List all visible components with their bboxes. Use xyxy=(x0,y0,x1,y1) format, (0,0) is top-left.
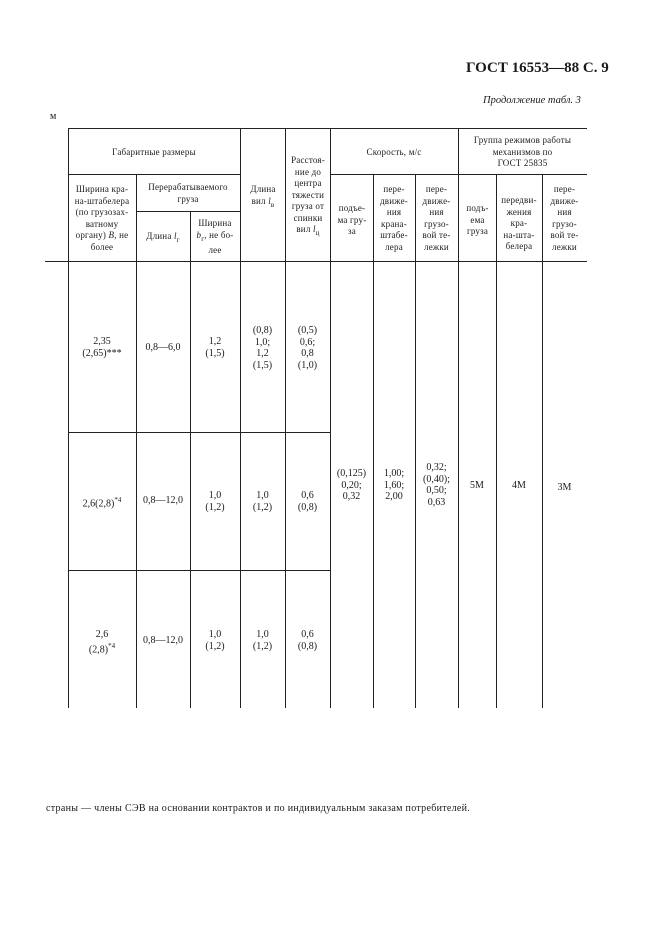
row1-cargo-length: 0,8—6,0 xyxy=(145,342,181,353)
row1-fork-length: (0,8) 1,0; 1,2 (1,5) xyxy=(252,325,273,371)
mode-lift-value: 5М xyxy=(470,480,484,491)
header-processed-cargo: Перерабатываемого груза xyxy=(148,182,228,204)
header-mode-trolley: пере- движе- ния грузо- вой те- лежки xyxy=(550,184,579,252)
header-speed-lift: подъе- ма гру- за xyxy=(337,203,367,236)
row3-width: 2,6 $(2,8)^{*4}$ xyxy=(88,629,116,655)
header-overall-dims: Габаритные размеры xyxy=(112,147,196,157)
speed-crane-values: 1,00; 1,60; 2,00 xyxy=(383,468,405,502)
row3-distance: 0,6 (0,8) xyxy=(297,629,318,652)
header-width-crane: Ширина кра- на-штабелера (по грузозах- ватному органу) B, не более xyxy=(74,184,130,252)
row1-distance: (0,5) 0,6; 0,8 (1,0) xyxy=(297,325,318,371)
header-cargo-width: Ширина $b_г$, не бо- лее xyxy=(196,218,234,255)
row3-cargo-length: 0,8—12,0 xyxy=(143,635,183,646)
header-mode-lift: подъ- ема груза xyxy=(466,203,489,236)
mode-trolley-value: 3М xyxy=(557,482,572,493)
header-speed-crane: пере- движе- ния крана- штабе- лера xyxy=(380,184,408,252)
row2-distance: 0,6 (0,8) xyxy=(297,490,318,513)
header-cargo-length: Длина $l_г$ xyxy=(146,231,180,244)
header-distance: Расстоя- ние до центра тяжести груза от спинки вил $l_ц$ xyxy=(291,155,325,237)
row2-width: $2,6(2,8)^{*4}$ xyxy=(82,496,122,510)
row2-fork-length: 1,0 (1,2) xyxy=(252,490,273,513)
header-speed-trolley: пере- движе- ния грузо- вой те- лежки xyxy=(422,184,451,252)
speed-trolley-values: 0,32; (0,40); 0,50; 0,63 xyxy=(423,462,450,508)
row2-cargo-width: 1,0 (1,2) xyxy=(205,490,225,513)
row1-cargo-width: 1,2 (1,5) xyxy=(205,336,225,359)
speed-lift-values: (0,125) 0,20; 0,32 xyxy=(336,468,367,502)
header-mode-group: Группа режимов работы механизмов по ГОСТ 25835 xyxy=(473,135,572,168)
row2-cargo-length: 0,8—12,0 xyxy=(143,495,183,506)
page-title: ГОСТ 16553—88 С. 9 xyxy=(466,60,609,76)
mode-crane-value: 4М xyxy=(512,480,526,491)
row3-fork-length: 1,0 (1,2) xyxy=(252,629,273,652)
header-fork-length: Длина вил $l_в$ xyxy=(250,184,276,209)
header-speed: Скорость, м/с xyxy=(366,147,422,157)
header-mode-crane: передви- жения кра- на-шта- белера xyxy=(501,195,537,251)
table-continuation-label: Продолжение табл. 3 xyxy=(483,95,581,106)
row3-cargo-width: 1,0 (1,2) xyxy=(205,629,225,652)
footnote-text: страны — члены СЭВ на основании контрактов и по индивидуальным заказам потребителей. xyxy=(46,803,471,814)
row1-width: 2,35 (2,65)*** xyxy=(82,336,122,359)
unit-label: м xyxy=(50,111,57,122)
